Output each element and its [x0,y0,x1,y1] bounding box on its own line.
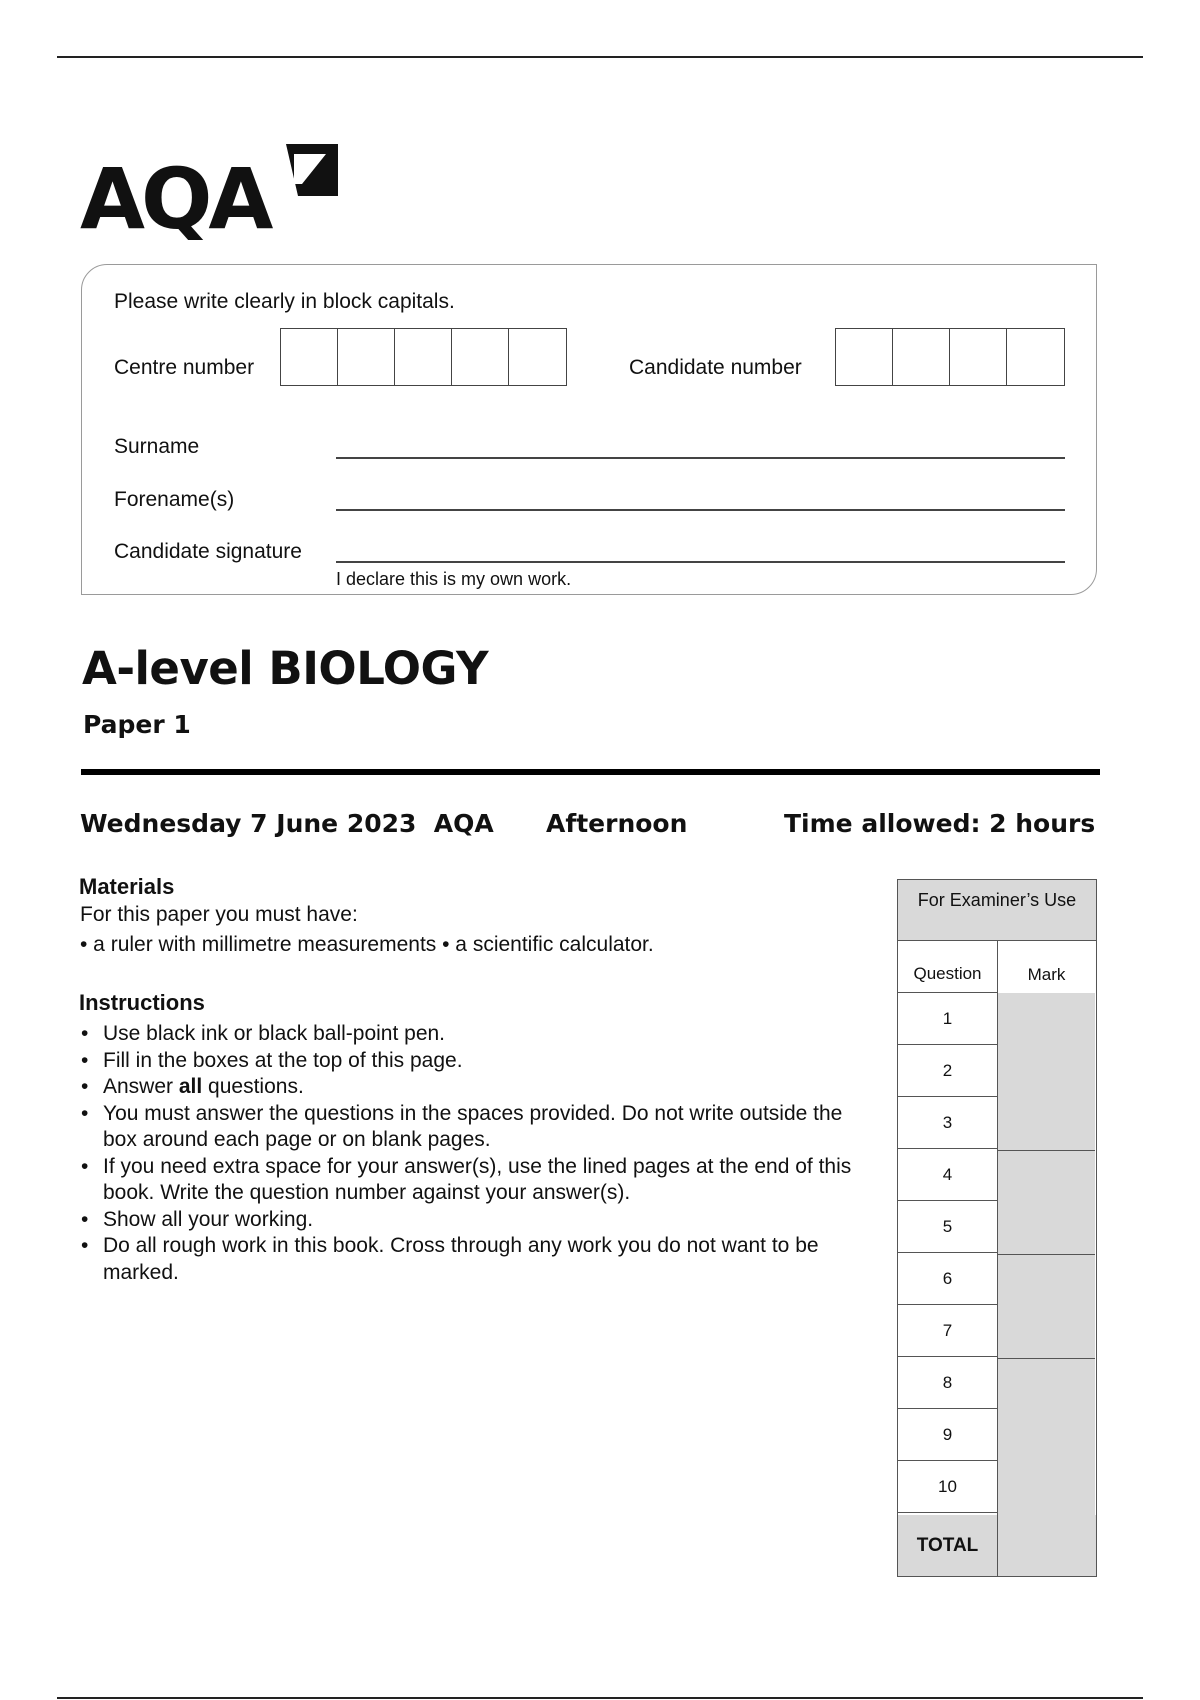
instruction-item: • You must answer the questions in the spaces provided. Do not write outside the box around each page or on blank pages. [79,1101,879,1154]
total-label: TOTAL [898,1515,998,1576]
paper-subtitle: Paper 1 [83,710,191,739]
forename-line[interactable] [336,509,1065,511]
question-number: 5 [898,1201,997,1253]
instruction-item: • If you need extra space for your answer(s), use the lined pages at the end of this book. Write the question number against your answer(s). [79,1154,879,1207]
surname-line[interactable] [336,457,1065,459]
total-mark-box[interactable] [998,1515,1096,1576]
materials-heading: Materials [79,874,175,899]
instruction-item: • Do all rough work in this book. Cross through any work you do not want to be marked. [79,1233,879,1286]
candidate-number-digit[interactable] [893,329,950,385]
title-rule [81,769,1100,775]
aqa-logo [80,140,342,240]
time-allowed: Time allowed: 2 hours [784,809,1096,838]
forename-label: Forename(s) [114,488,235,511]
centre-number-digit[interactable] [509,329,566,385]
details-heading: Please write clearly in block capitals. [114,290,455,313]
instructions-list [79,1021,879,1286]
top-rule [57,56,1143,58]
declaration-text: I declare this is my own work. [336,569,572,589]
total-row [897,1515,1097,1577]
logo-wordmark: AQA [80,150,270,240]
instructions-heading: Instructions [79,990,205,1015]
question-number: 4 [898,1149,997,1201]
bottom-rule [57,1697,1143,1699]
mark-column [998,941,1095,1515]
mark-box-q8-10[interactable] [998,1358,1095,1515]
mark-box-q4-5[interactable] [998,1150,1095,1254]
instruction-item: • Answer all questions. [79,1074,879,1101]
instruction-item: • Fill in the boxes at the top of this page. [79,1048,879,1075]
question-number: 9 [898,1409,997,1461]
aqa-flag-logo-icon [286,144,338,196]
question-number: 7 [898,1305,997,1357]
instruction-item: • Show all your working. [79,1207,879,1234]
candidate-number-digit[interactable] [836,329,893,385]
mark-box-q1-3[interactable] [998,993,1095,1150]
signature-line[interactable] [336,561,1065,563]
centre-number-digit[interactable] [395,329,452,385]
question-column [898,941,998,1515]
surname-label: Surname [114,435,200,458]
materials-intro: For this paper you must have: [80,903,358,926]
candidate-number-label: Candidate number [629,356,802,379]
exam-date: Wednesday 7 June 2023 AQA [80,809,494,838]
question-number: 3 [898,1097,997,1149]
question-number: 2 [898,1045,997,1097]
centre-number-boxes[interactable] [280,328,567,386]
candidate-number-boxes[interactable] [835,328,1065,386]
examiner-use-table [897,879,1097,1577]
question-column-header: Question [898,941,997,993]
instruction-item: • Use black ink or black ball-point pen. [79,1021,879,1048]
candidate-number-digit[interactable] [1007,329,1064,385]
centre-number-digit[interactable] [338,329,395,385]
centre-number-label: Centre number [114,356,255,379]
mark-box-q6-7[interactable] [998,1254,1095,1358]
signature-label: Candidate signature [114,540,302,563]
question-number: 6 [898,1253,997,1305]
question-number: 10 [898,1461,997,1513]
question-number: 1 [898,993,997,1045]
centre-number-digit[interactable] [452,329,509,385]
candidate-number-digit[interactable] [950,329,1007,385]
mark-column-header: Mark [1027,965,1066,984]
materials-items: • a ruler with millimetre measurements • a scientific calculator. [80,933,654,956]
paper-title: A-level BIOLOGY [82,642,489,695]
exam-session: Afternoon [546,809,688,838]
centre-number-digit[interactable] [281,329,338,385]
examiner-use-header: For Examiner’s Use [897,879,1097,941]
question-number: 8 [898,1357,997,1409]
